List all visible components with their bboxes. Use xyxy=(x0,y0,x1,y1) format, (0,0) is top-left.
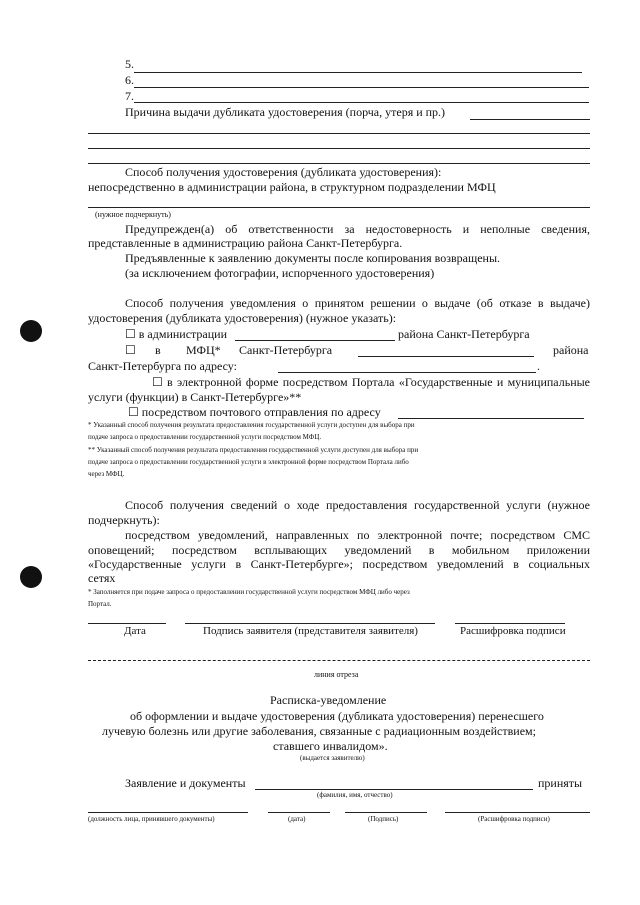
option-portal-line-2: услуги (функции) в Санкт-Петербурге»** xyxy=(88,390,302,404)
footnote-2-line-2: подаче запроса о предоставлении государственной услуги в электронной форме посредством Портала либо xyxy=(88,458,409,466)
applicant-name-line xyxy=(255,789,533,790)
progress-info-line-6: сетях xyxy=(88,571,116,585)
signature-line xyxy=(185,623,435,624)
option-mfc-dot: . xyxy=(537,359,540,373)
option-mfc-name: МФЦ* xyxy=(186,343,221,357)
receipt-method-title: Способ получения удостоверения (дубликата удостоверения): xyxy=(125,165,442,179)
cut-line xyxy=(88,660,590,661)
option-post-label[interactable]: ☐ посредством почтового отправления по адресу xyxy=(128,405,381,419)
option-mfc-checkbox[interactable]: ☐ xyxy=(125,343,136,357)
numbered-line-6-label: 6. xyxy=(125,73,134,87)
cut-line-label: линия отреза xyxy=(314,670,359,679)
numbered-line-7-label: 7. xyxy=(125,89,134,103)
option-mfc-district-line xyxy=(358,356,534,357)
footer-position-caption: (должность лица, принявшего документы) xyxy=(88,815,215,823)
option-admin-label[interactable]: ☐ в администрации xyxy=(125,327,228,341)
decode-line xyxy=(455,623,565,624)
receipt-method-line xyxy=(88,207,590,208)
footnote-1-line-2: подаче запроса о предоставлении государственной услуги посредством МФЦ. xyxy=(88,433,322,441)
duplicate-reason-line-1 xyxy=(470,119,590,120)
footnote-2-line-1: ** Указанный способ получения результата предоставления государственной услуги доступен для выбора при xyxy=(88,446,419,454)
option-portal-line-1[interactable]: ☐ в электронной форме посредством Портала «Государственные и муниципальные xyxy=(152,375,590,389)
progress-info-line-5: «Государственные услуги в Санкт-Петербурге»; посредством уведомлений в социальных xyxy=(88,557,590,571)
accepted-word: приняты xyxy=(538,776,583,790)
receipt-decode-line xyxy=(445,812,590,813)
notification-line-2: удостоверения (дубликата удостоверения) (нужное указать): xyxy=(88,311,397,325)
receipt-method-hint: (нужное подчеркнуть) xyxy=(95,210,171,219)
option-admin-district-line xyxy=(235,340,395,341)
numbered-line-7 xyxy=(134,102,589,103)
warning-line-1: Предупрежден(а) об ответственности за недостоверность и неполные сведения, xyxy=(125,222,590,236)
option-mfc-rayona: района xyxy=(553,343,589,357)
receipt-line-3: ставшего инвалидом». xyxy=(273,739,388,753)
progress-footnote-line-2: Портал. xyxy=(88,600,112,608)
warning-line-3: Предъявленные к заявлению документы после копирования возвращены. xyxy=(125,251,501,265)
numbered-line-6 xyxy=(134,87,589,88)
progress-footnote-line-1: * Заполняется при подаче запроса о предоставлении государственной услуги посредством МФЦ либо через xyxy=(88,588,410,596)
progress-info-line-3: посредством уведомлений, направленных по электронной почте; посредством СМС xyxy=(125,528,590,542)
warning-line-4: (за исключением фотографии, испорченного удостоверения) xyxy=(125,266,435,280)
duplicate-reason-line-4 xyxy=(88,163,590,164)
progress-info-line-2: подчеркнуть): xyxy=(88,513,160,527)
date-caption: Дата xyxy=(124,625,146,637)
option-post-address-line xyxy=(398,418,584,419)
decode-caption: Расшифровка подписи xyxy=(460,625,566,637)
receipt-line-2: лучевую болезнь или другие заболевания, связанные с радиационным воздействием; xyxy=(102,724,536,738)
punch-hole-top xyxy=(20,320,42,342)
option-mfc-v: в xyxy=(155,343,161,357)
footnote-1-line-1: * Указанный способ получения результата предоставления государственной услуги доступен для выбора при xyxy=(88,421,415,429)
numbered-line-5-label: 5. xyxy=(125,57,134,71)
warning-line-2: представленные в администрацию района Санкт-Петербурга. xyxy=(88,236,403,250)
fio-hint: (фамилия, имя, отчество) xyxy=(317,791,393,799)
receipt-title: Расписка-уведомление xyxy=(270,693,387,707)
progress-info-line-4: оповещений; посредством всплывающих уведомлений в мобильном приложении xyxy=(88,543,590,557)
receipt-method-options: непосредственно в администрации района, в структурном подразделении МФЦ xyxy=(88,180,496,194)
docs-accepted-label: Заявление и документы xyxy=(125,776,246,790)
notification-line-1: Способ получения уведомления о принятом решении о выдаче (об отказе в выдаче) xyxy=(125,296,590,310)
footer-sign-caption: (Подпись) xyxy=(368,815,399,823)
receipt-sign-line xyxy=(345,812,427,813)
punch-hole-bottom xyxy=(20,566,42,588)
option-mfc-address-line xyxy=(278,372,536,373)
progress-info-line-1: Способ получения сведений о ходе предоставления государственной услуги (нужное xyxy=(125,498,590,512)
duplicate-reason-line-3 xyxy=(88,148,590,149)
footer-decode-caption: (Расшифровка подписи) xyxy=(478,815,550,823)
receipt-date-line xyxy=(268,812,330,813)
footer-date-caption: (дата) xyxy=(288,815,306,823)
receipt-issued-note: (выдается заявителю) xyxy=(300,754,365,762)
receipt-line-1: об оформлении и выдаче удостоверения (дубликата удостоверения) перенесшего xyxy=(130,709,544,723)
position-line xyxy=(88,812,248,813)
duplicate-reason-line-2 xyxy=(88,133,590,134)
numbered-line-5 xyxy=(134,72,582,73)
signature-caption: Подпись заявителя (представителя заявителя) xyxy=(203,625,418,637)
option-mfc-address-label: Санкт-Петербурга по адресу: xyxy=(88,359,237,373)
option-mfc-city: Санкт-Петербурга xyxy=(239,343,333,357)
option-admin-suffix: района Санкт-Петербурга xyxy=(398,327,530,341)
footnote-2-line-3: через МФЦ. xyxy=(88,470,125,478)
date-line xyxy=(88,623,166,624)
duplicate-reason-label: Причина выдачи дубликата удостоверения (порча, утеря и пр.) xyxy=(125,105,446,119)
